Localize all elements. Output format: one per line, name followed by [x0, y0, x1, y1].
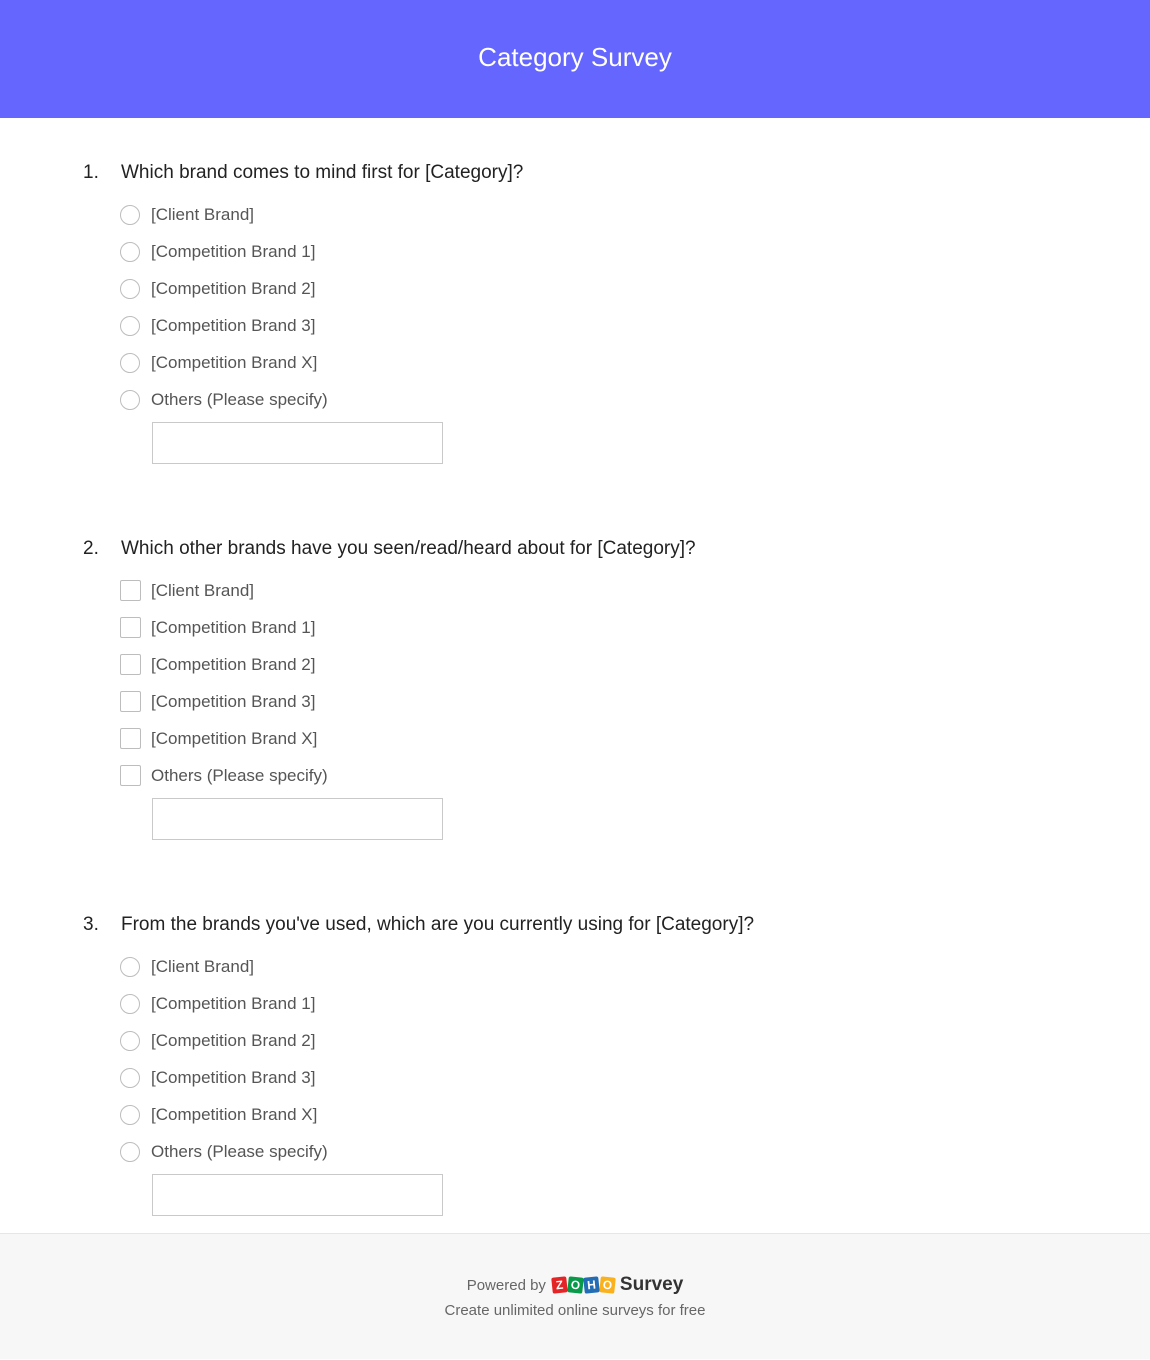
question-text: From the brands you've used, which are you currently using for [Category]?: [121, 914, 755, 935]
question-number: 2.: [83, 538, 99, 559]
option-label: Others (Please specify): [151, 1141, 328, 1161]
zoho-logo-letter: O: [599, 1276, 616, 1293]
checkbox[interactable]: [120, 728, 141, 749]
radio-option-competition-brand-x[interactable]: [120, 344, 1150, 381]
question-3-options: [120, 948, 1150, 1216]
option-label: [Competition Brand 1]: [151, 993, 316, 1013]
option-label: Others (Please specify): [151, 765, 328, 785]
zoho-logo: [552, 1277, 616, 1293]
question-3-header: [83, 910, 1150, 940]
checkbox-option-competition-brand-3[interactable]: [120, 683, 1150, 720]
radio-option-competition-brand-2[interactable]: [120, 270, 1150, 307]
option-label: [Client Brand]: [151, 580, 254, 600]
radio-option-competition-brand-1[interactable]: [120, 233, 1150, 270]
radio-button[interactable]: [120, 1031, 140, 1051]
checkbox-option-others[interactable]: [120, 757, 1150, 794]
radio-button[interactable]: [120, 1142, 140, 1162]
survey-header: [0, 0, 1150, 118]
option-label: [Competition Brand 1]: [151, 617, 316, 637]
radio-button[interactable]: [120, 316, 140, 336]
radio-option-client-brand[interactable]: [120, 948, 1150, 985]
radio-option-competition-brand-x[interactable]: [120, 1096, 1150, 1133]
option-label: [Client Brand]: [151, 204, 254, 224]
checkbox[interactable]: [120, 765, 141, 786]
question-number: 3.: [83, 914, 99, 935]
checkbox-option-competition-brand-2[interactable]: [120, 646, 1150, 683]
others-specify-input[interactable]: [152, 798, 443, 840]
checkbox-option-client-brand[interactable]: [120, 572, 1150, 609]
option-label: [Competition Brand X]: [151, 1104, 318, 1124]
question-text: Which brand comes to mind first for [Category]?: [121, 162, 524, 183]
powered-by-label: Powered by: [466, 1276, 546, 1294]
radio-button[interactable]: [120, 1105, 140, 1125]
option-label: [Competition Brand X]: [151, 352, 318, 372]
checkbox[interactable]: [120, 654, 141, 675]
radio-button[interactable]: [120, 1068, 140, 1088]
option-label: [Competition Brand X]: [151, 728, 318, 748]
footer-tagline[interactable]: Create unlimited online surveys for free: [444, 1302, 706, 1319]
option-label: [Competition Brand 3]: [151, 691, 316, 711]
zoho-logo-letter: O: [567, 1276, 584, 1293]
question-2-header: [83, 534, 1150, 564]
radio-option-competition-brand-3[interactable]: [120, 1059, 1150, 1096]
option-label: [Competition Brand 2]: [151, 1030, 316, 1050]
radio-button[interactable]: [120, 390, 140, 410]
option-label: [Competition Brand 2]: [151, 278, 316, 298]
question-1-options: [120, 196, 1150, 464]
question-number: 1.: [83, 162, 99, 183]
question-text: Which other brands have you seen/read/heard about for [Category]?: [121, 538, 696, 559]
radio-option-competition-brand-2[interactable]: [120, 1022, 1150, 1059]
option-label: [Competition Brand 3]: [151, 1067, 316, 1087]
radio-option-others[interactable]: [120, 1133, 1150, 1170]
question-1-header: [83, 158, 1150, 188]
option-label: [Competition Brand 2]: [151, 654, 316, 674]
radio-button[interactable]: [120, 205, 140, 225]
checkbox-option-competition-brand-x[interactable]: [120, 720, 1150, 757]
zoho-logo-letter: H: [583, 1276, 600, 1293]
option-label: [Client Brand]: [151, 956, 254, 976]
checkbox[interactable]: [120, 580, 141, 601]
option-label: [Competition Brand 3]: [151, 315, 316, 335]
product-name: Survey: [619, 1274, 684, 1295]
radio-button[interactable]: [120, 957, 140, 977]
others-specify-input[interactable]: [152, 422, 443, 464]
option-label: Others (Please specify): [151, 389, 328, 409]
radio-option-client-brand[interactable]: [120, 196, 1150, 233]
radio-button[interactable]: [120, 242, 140, 262]
question-3: [83, 910, 1150, 1216]
others-specify-input[interactable]: [152, 1174, 443, 1216]
radio-option-competition-brand-1[interactable]: [120, 985, 1150, 1022]
question-1: [83, 158, 1150, 464]
survey-title: Category Survey: [478, 41, 672, 72]
zoho-logo-letter: Z: [551, 1276, 568, 1293]
radio-option-competition-brand-3[interactable]: [120, 307, 1150, 344]
survey-footer: [0, 1233, 1150, 1359]
option-label: [Competition Brand 1]: [151, 241, 316, 261]
radio-button[interactable]: [120, 279, 140, 299]
checkbox-option-competition-brand-1[interactable]: [120, 609, 1150, 646]
radio-option-others[interactable]: [120, 381, 1150, 418]
question-2: [83, 534, 1150, 840]
checkbox[interactable]: [120, 617, 141, 638]
radio-button[interactable]: [120, 994, 140, 1014]
survey-body: [0, 118, 1150, 1233]
radio-button[interactable]: [120, 353, 140, 373]
checkbox[interactable]: [120, 691, 141, 712]
powered-by[interactable]: [467, 1274, 684, 1296]
question-2-options: [120, 572, 1150, 840]
